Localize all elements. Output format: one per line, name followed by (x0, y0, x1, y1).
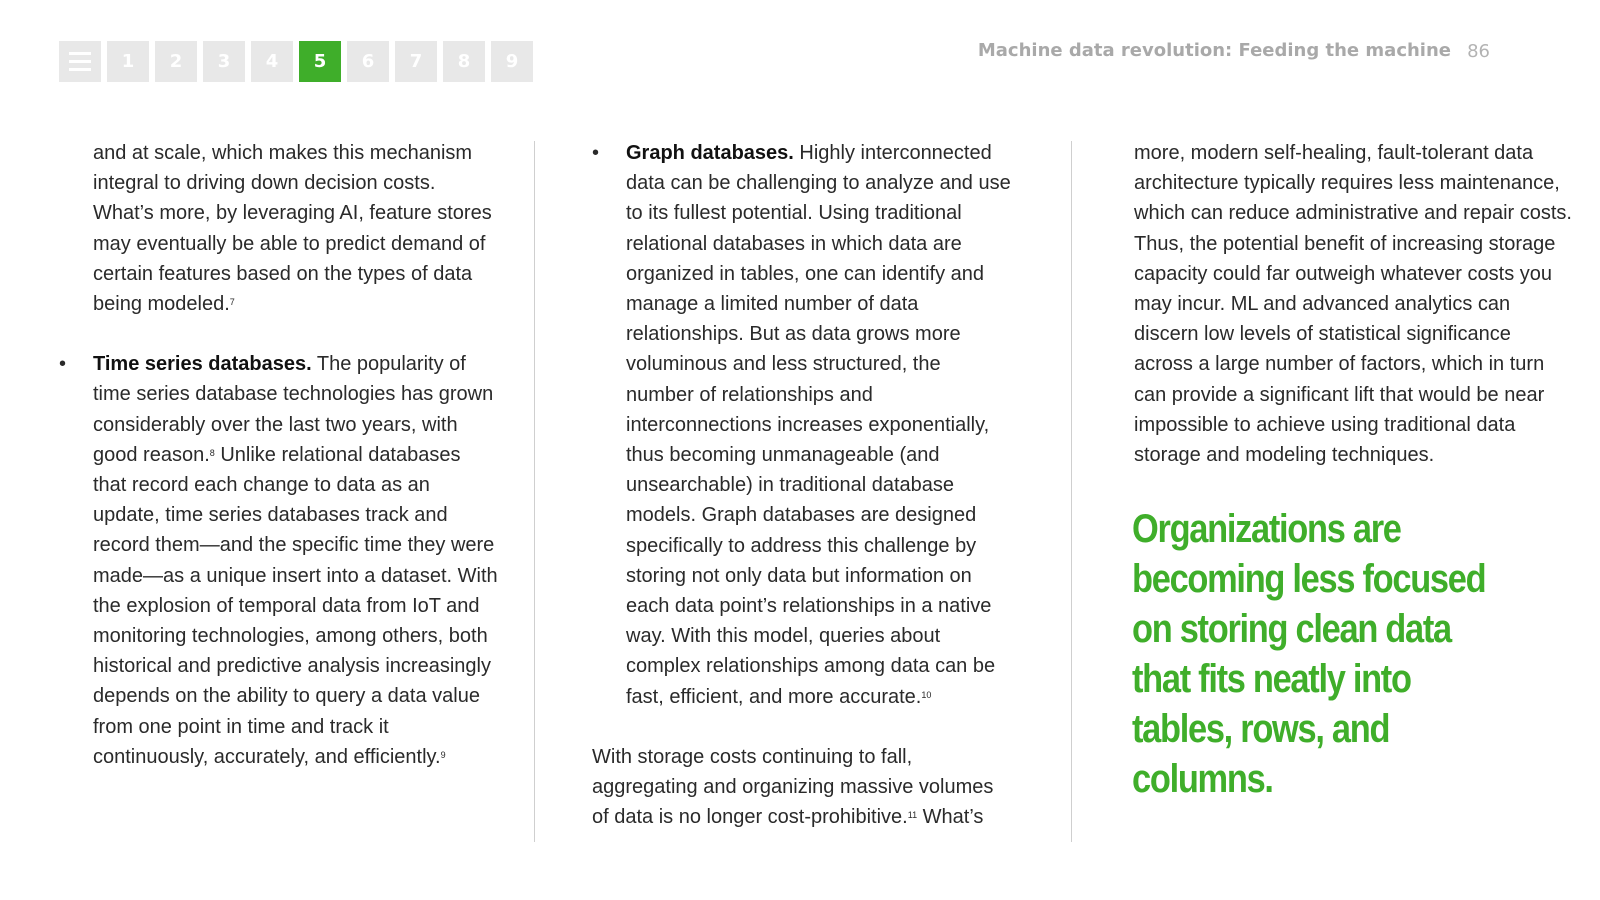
footnote-ref: 9 (440, 749, 446, 760)
nav-page-9-button[interactable]: 9 (491, 41, 533, 82)
nav-page-8-button[interactable]: 8 (443, 41, 485, 82)
paragraph-text: What’s (917, 806, 984, 829)
footnote-ref: 7 (229, 297, 235, 308)
bullet-text: Unlike relational databases that record each change to data as an update, time series databases track and record them—and the specific time they were made—as a unique insert into a dataset. With the explosion of temporal data from IoT and monitoring technologies, among others, both historical and predictive analysis increasingly depends on the ability to query a data value from one point in time and track it continuously, accurately, and efficiently. (93, 443, 498, 768)
text-column-3 (1134, 138, 1574, 804)
bullet-heading: Graph databases. (626, 142, 794, 164)
nav-page-6-button[interactable]: 6 (347, 41, 389, 82)
continuation-paragraph (59, 138, 499, 319)
column-divider (1071, 141, 1072, 842)
hamburger-menu-icon (69, 52, 91, 71)
page-title: Machine data revolution: Feeding the machine (977, 40, 1451, 61)
column-divider (534, 141, 535, 842)
bullet-time-series (59, 349, 499, 772)
page-navigation (59, 41, 533, 82)
storage-paragraph (592, 742, 1012, 833)
continuation-paragraph: more, modern self-healing, fault-tolerant data architecture typically requires less maintenance, which can reduce administrative and repair costs. Thus, the potential benefit of increasing storage capacity could far outweigh whatever costs you may incur. ML and advanced analytics can discern low levels of statistical significance across a large number of factors, which in turn can provide a significant lift that would be near impossible to achieve using traditional data storage and modeling techniques. (1134, 142, 1572, 467)
pull-quote: Organizations are becoming less focused on storing clean data that fits neatly into tables, rows, and columns. (1132, 507, 1486, 802)
nav-page-7-button[interactable]: 7 (395, 41, 437, 82)
nav-page-2-button[interactable]: 2 (155, 41, 197, 82)
page-number: 86 (1467, 41, 1490, 62)
menu-button[interactable] (59, 41, 101, 82)
nav-page-3-button[interactable]: 3 (203, 41, 245, 82)
footnote-ref: 10 (921, 689, 932, 700)
nav-page-4-button[interactable]: 4 (251, 41, 293, 82)
paragraph-text: and at scale, which makes this mechanism integral to driving down decision costs. What’s more, by leveraging AI, feature stores may eventually be able to predict demand of certain features based on the types of data being modeled. (93, 142, 492, 316)
bullet-text: The popularity of time series database technologies has grown considerably over the last two years, with good reason. (93, 353, 494, 466)
bullet-heading: Time series databases. (93, 353, 312, 376)
footnote-ref: 11 (907, 810, 918, 821)
footnote-ref: 8 (209, 447, 215, 458)
text-column-1 (59, 138, 499, 772)
paragraph-text: With storage costs continuing to fall, aggregating and organizing massive volumes of data is no longer cost-prohibitive. (592, 745, 994, 829)
text-column-2 (592, 138, 1012, 832)
bullet-text: Highly interconnected data can be challenging to analyze and use to its fullest potential. Using traditional relational databases in which data are organized in tables, one can identify and manage a limited number of data relationships. But as data grows more voluminous and less structured, the number of relationships and interconnections increases exponentially, thus becoming unmanageable (and unsearchable) in traditional database models. Graph databases are designed specifically to address this challenge by storing not only data but information on each data point’s relationships in a native way. With this model, queries about complex relationships among data can be fast, efficient, and more accurate. (626, 142, 1011, 708)
nav-page-5-button[interactable]: 5 (299, 41, 341, 82)
bullet-graph-databases (592, 138, 1012, 712)
nav-page-1-button[interactable]: 1 (107, 41, 149, 82)
